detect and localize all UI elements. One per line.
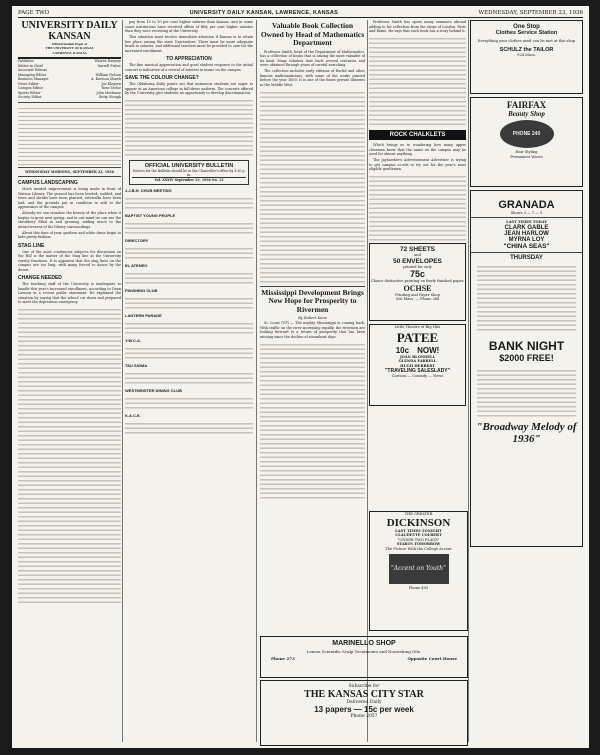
- article-text: St. Louis (UP) — The mighty Mississippi is coming back. With traffic on the river increasing rapidly, the rivermen are looking forward to a return of prosperity that has been missing since the decline of steamboat days.: [260, 321, 365, 339]
- notice-title: TAU SIGMA: [125, 363, 148, 368]
- notice-title: LANTERN PARADE: [125, 313, 162, 318]
- text-continuation: [125, 97, 253, 157]
- column-rule: [468, 20, 469, 742]
- masthead-title: UNIVERSITY DAILY KANSAN: [21, 20, 118, 42]
- notice-text: [125, 220, 253, 235]
- notice-text: [125, 195, 253, 210]
- staff-person: William Nelson: [95, 72, 121, 77]
- notice-title: WESTMINSTER DINING CLUB: [125, 388, 182, 393]
- staff-person: Warren Ramsey: [94, 59, 121, 64]
- ad-granada-theatre: GRANADA Shows 3 — 7 — 9 LAST TIMES TODAY CLARK GABLE JEAN HARLOW MYRNA LOY "CHINA SEAS" THURSDAY BANK NIGHT $2000 FREE! "Broadway Melody of 1936": [470, 190, 583, 547]
- ad-envelopes: 72 SHEETS and 50 ENVELOPES printed for only 75c Choice distinctive printing on finely finished paper. OCHSE Printing and Paper Shop 926 Mass. — Phone 288: [369, 243, 466, 321]
- notice-text: [125, 320, 253, 335]
- paper-name-header: UNIVERSITY DAILY KANSAN, LAWRENCE, KANSAS: [189, 9, 339, 16]
- notice-text: [125, 270, 253, 285]
- editorial-column: [18, 20, 121, 748]
- staff-role: Business Manager: [18, 77, 49, 82]
- notice-title: K.A.C.E.: [125, 413, 141, 418]
- notice-title: DIRECTORY: [125, 238, 149, 243]
- column-rule: [367, 20, 368, 742]
- staff-role: Sports Editor: [18, 90, 41, 95]
- column-four: [369, 20, 466, 560]
- notice-title: J.J.B.H. CHUB MEETING: [125, 188, 172, 193]
- staff-person: Rose Tavlor: [101, 86, 121, 91]
- notice-text: [125, 245, 253, 260]
- article-text: Professor Smith has spent many summers abroad adding to his collection from the shops of London, Paris and Rome. He says that each book has a story behind it.: [369, 20, 466, 33]
- ad-marinello: MARINELLO SHOP Lemon Scientific Scalp Treatments and Nourishing Oils. Phone 273 Opposite Court House: [260, 636, 468, 678]
- section-headline: SAVE THE COLOUR CHANGE?: [125, 75, 199, 81]
- rock-chalklets-heading: ROCK CHALKLETS: [369, 130, 466, 140]
- bulletin-title: OFFICIAL UNIVERSITY BULLETIN: [144, 163, 234, 169]
- ad-patee-theatre: Little Theatre of Big Hits PATEE 10c NOW! JOAN BLONDELL GLENDA FARRELL HUGH HERBERT "TRAVELING SALESLADY" Cartoon — Comedy — News: [369, 324, 466, 406]
- newspaper-page: [12, 6, 589, 748]
- staff-role: Society Editor: [18, 95, 42, 100]
- notice-text: [125, 295, 253, 310]
- column-text: Which brings us to wondering how many upper classmen know that the name on the campus may be used for almost anything. The Jayhawker's Advertisement Advertiser is trying to get campus co-eds to try out for the year's most eligible gentlemen.: [369, 143, 466, 171]
- editorial-text: The fine musical appreciation and good student response to the initial concert is indicative of a revival of interest in music on the campus.: [125, 63, 253, 72]
- editorial-text: Much needed improvement is being made in front of Watson Library. The ground has been leveled, sodded, and trees and shrubs have been planted, sidewalks have been laid, and the grounds put in condition to add to the appearance of the campus. Already we can visualize the beauty of the place when it begins to grow next spring, and in our mind we can see the shrubbery filled in and growing, adding much to the attractiveness of the library surroundings. About this time of year, gardens and white dress begin to fade pretty fashion.: [18, 187, 121, 240]
- bulletin-notices: [125, 188, 253, 435]
- staff-role: Publisher: [18, 59, 34, 64]
- ad-schulz-tailor: One Stop Clothes Service Station Everything your clothes need can be met at this shop SCHULZ the TAILOR 924 Mass.: [470, 20, 583, 94]
- notice-title: FINISHING CLUB: [125, 288, 158, 293]
- byline: By Robert Kane: [298, 316, 327, 320]
- staff-person: Betty Stough: [99, 95, 121, 100]
- staff-person: Joe Klegsen: [101, 81, 121, 86]
- notice-title: BAPTIST YOUNG PEOPLE: [125, 213, 176, 218]
- article-headline: Valuable Book Collection Owned by Head of Mathematics Department: [260, 21, 365, 47]
- article-text: Professor Smith, head of the Department of Mathematics, has a collection of books that is among the most valuable of its kind. Many volumes date back several centuries and were obtained through years of careful searching. The collection includes early editions of Euclid and other famous mathematicians, with some of the works printed before the year 1600. It is one of the finest private libraries in the Middle West.: [260, 49, 365, 87]
- staff-role: Editor-in-Chief: [18, 63, 43, 68]
- editorial-headline: CAMPUS LANDSCAPING: [18, 180, 78, 187]
- text-continuation: [369, 35, 466, 127]
- ad-fairfax-beauty: FAIRFAX Beauty Shop PHONE 240 Hair Styling Permanent Waves: [470, 97, 583, 187]
- page-header: [18, 8, 583, 18]
- page-date: WEDNESDAY, SEPTEMBER 23, 1936: [478, 9, 583, 16]
- column-rule: [122, 20, 123, 742]
- staff-role: Managing Editor: [18, 72, 47, 77]
- staff-box: [18, 59, 121, 100]
- masthead-sub: LAWRENCE, KANSAS: [52, 50, 87, 55]
- ad-dickinson-theatre: THE GREATER DICKINSON LAST TIMES TONIGHT CLAUDETTE COLBERT "UNDER TWO FLAGS" STARTS TOMORROW The Picture With the College Accent "Accent on Youth" Phone 493: [369, 511, 468, 631]
- ads-column: [470, 20, 583, 748]
- staff-details: [18, 105, 121, 165]
- bulletin-subtitle: Notices for the Bulletin should be in the Chancellor's office by 3:30 p. m.: [132, 169, 246, 177]
- masthead-sub: Official Student Paper of: [51, 42, 88, 46]
- bulletin-volume: Vol. XXXIV September 23, 1936 No. 13: [132, 177, 246, 182]
- article-headline: Mississippi Development Brings New Hope for Prosperity to Rivermen: [261, 287, 364, 314]
- editorial-text: The Oklahoma Daily points out that numerous students are eager to appear at an American college in full-dress uniform. The concerts offered by the University give students an opportunity to develop discrimination.: [125, 82, 253, 95]
- notice-title: EL ATENEO: [125, 263, 148, 268]
- notice-text: [125, 345, 253, 360]
- masthead-sub: THE UNIVERSITY OF KANSAS: [45, 46, 94, 51]
- staff-person: John Mortimer: [96, 90, 121, 95]
- masthead: [18, 20, 121, 59]
- date-line: WEDNESDAY MORNING, SEPTEMBER 23, 1936: [25, 169, 114, 174]
- editorial-text: The teaching staff of the University is inadequate to handle this year's increased enrollment, according to Dean Lawson in a recent public statement. He explained the situation by saying that the school cut down and prepared to meet the depression emergency.: [18, 282, 121, 305]
- notice-text: [125, 370, 253, 385]
- text-continuation: [260, 89, 365, 284]
- page-number: PAGE TWO: [18, 9, 50, 16]
- editorial-text: One of the most continuous subjects for discussion on the Hill is the matter of the Stag line at the University varsity functions. It is apparent that the stag lines on the campus are too long, with many forced to dance by the dozen.: [18, 249, 121, 272]
- text-continuation: [18, 306, 121, 606]
- staff-role: News Editor: [18, 81, 39, 86]
- text-continuation: [260, 341, 365, 501]
- staff-person: Darrell Fisher: [97, 63, 121, 68]
- staff-row: [18, 95, 121, 100]
- column-rule: [256, 20, 257, 742]
- ad-kansas-city-star: Subscribe for THE KANSAS CITY STAR Delivered Daily 13 papers — 15c per week Phone 2057: [260, 680, 468, 746]
- staff-role: Associate Editors: [18, 68, 48, 73]
- column-two: [125, 20, 253, 748]
- editorial-text: pay from 15 to 10 per cent higher salaries than Kansas, and in some cases institutions have received offers of fifty per cent higher salaries than they were receiving at the University. This situation must receive immediate attention if Kansas is to retain her place among the state Universities. There must be more adequate funds in salaries, and additional teachers must be provided to care for the increased enrollment.: [125, 20, 253, 53]
- notice-title: Y.W.C.A.: [125, 338, 142, 343]
- editorial-headline: CHANGE NEEDED: [18, 275, 62, 282]
- notice-text: [125, 420, 253, 435]
- editorial-headline: STAG LINE: [18, 242, 45, 249]
- column-three: [260, 20, 365, 560]
- official-bulletin-box: [129, 160, 249, 185]
- notice-text: [125, 395, 253, 410]
- movie-still: "Accent on Youth": [389, 554, 449, 584]
- text-continuation: [369, 173, 466, 243]
- staff-role: Campus Editor: [18, 86, 44, 91]
- staff-person: A. Karston Shawk: [91, 77, 121, 82]
- phone-badge: PHONE 240: [500, 120, 554, 148]
- section-headline: TO APPRECIATION: [166, 56, 212, 62]
